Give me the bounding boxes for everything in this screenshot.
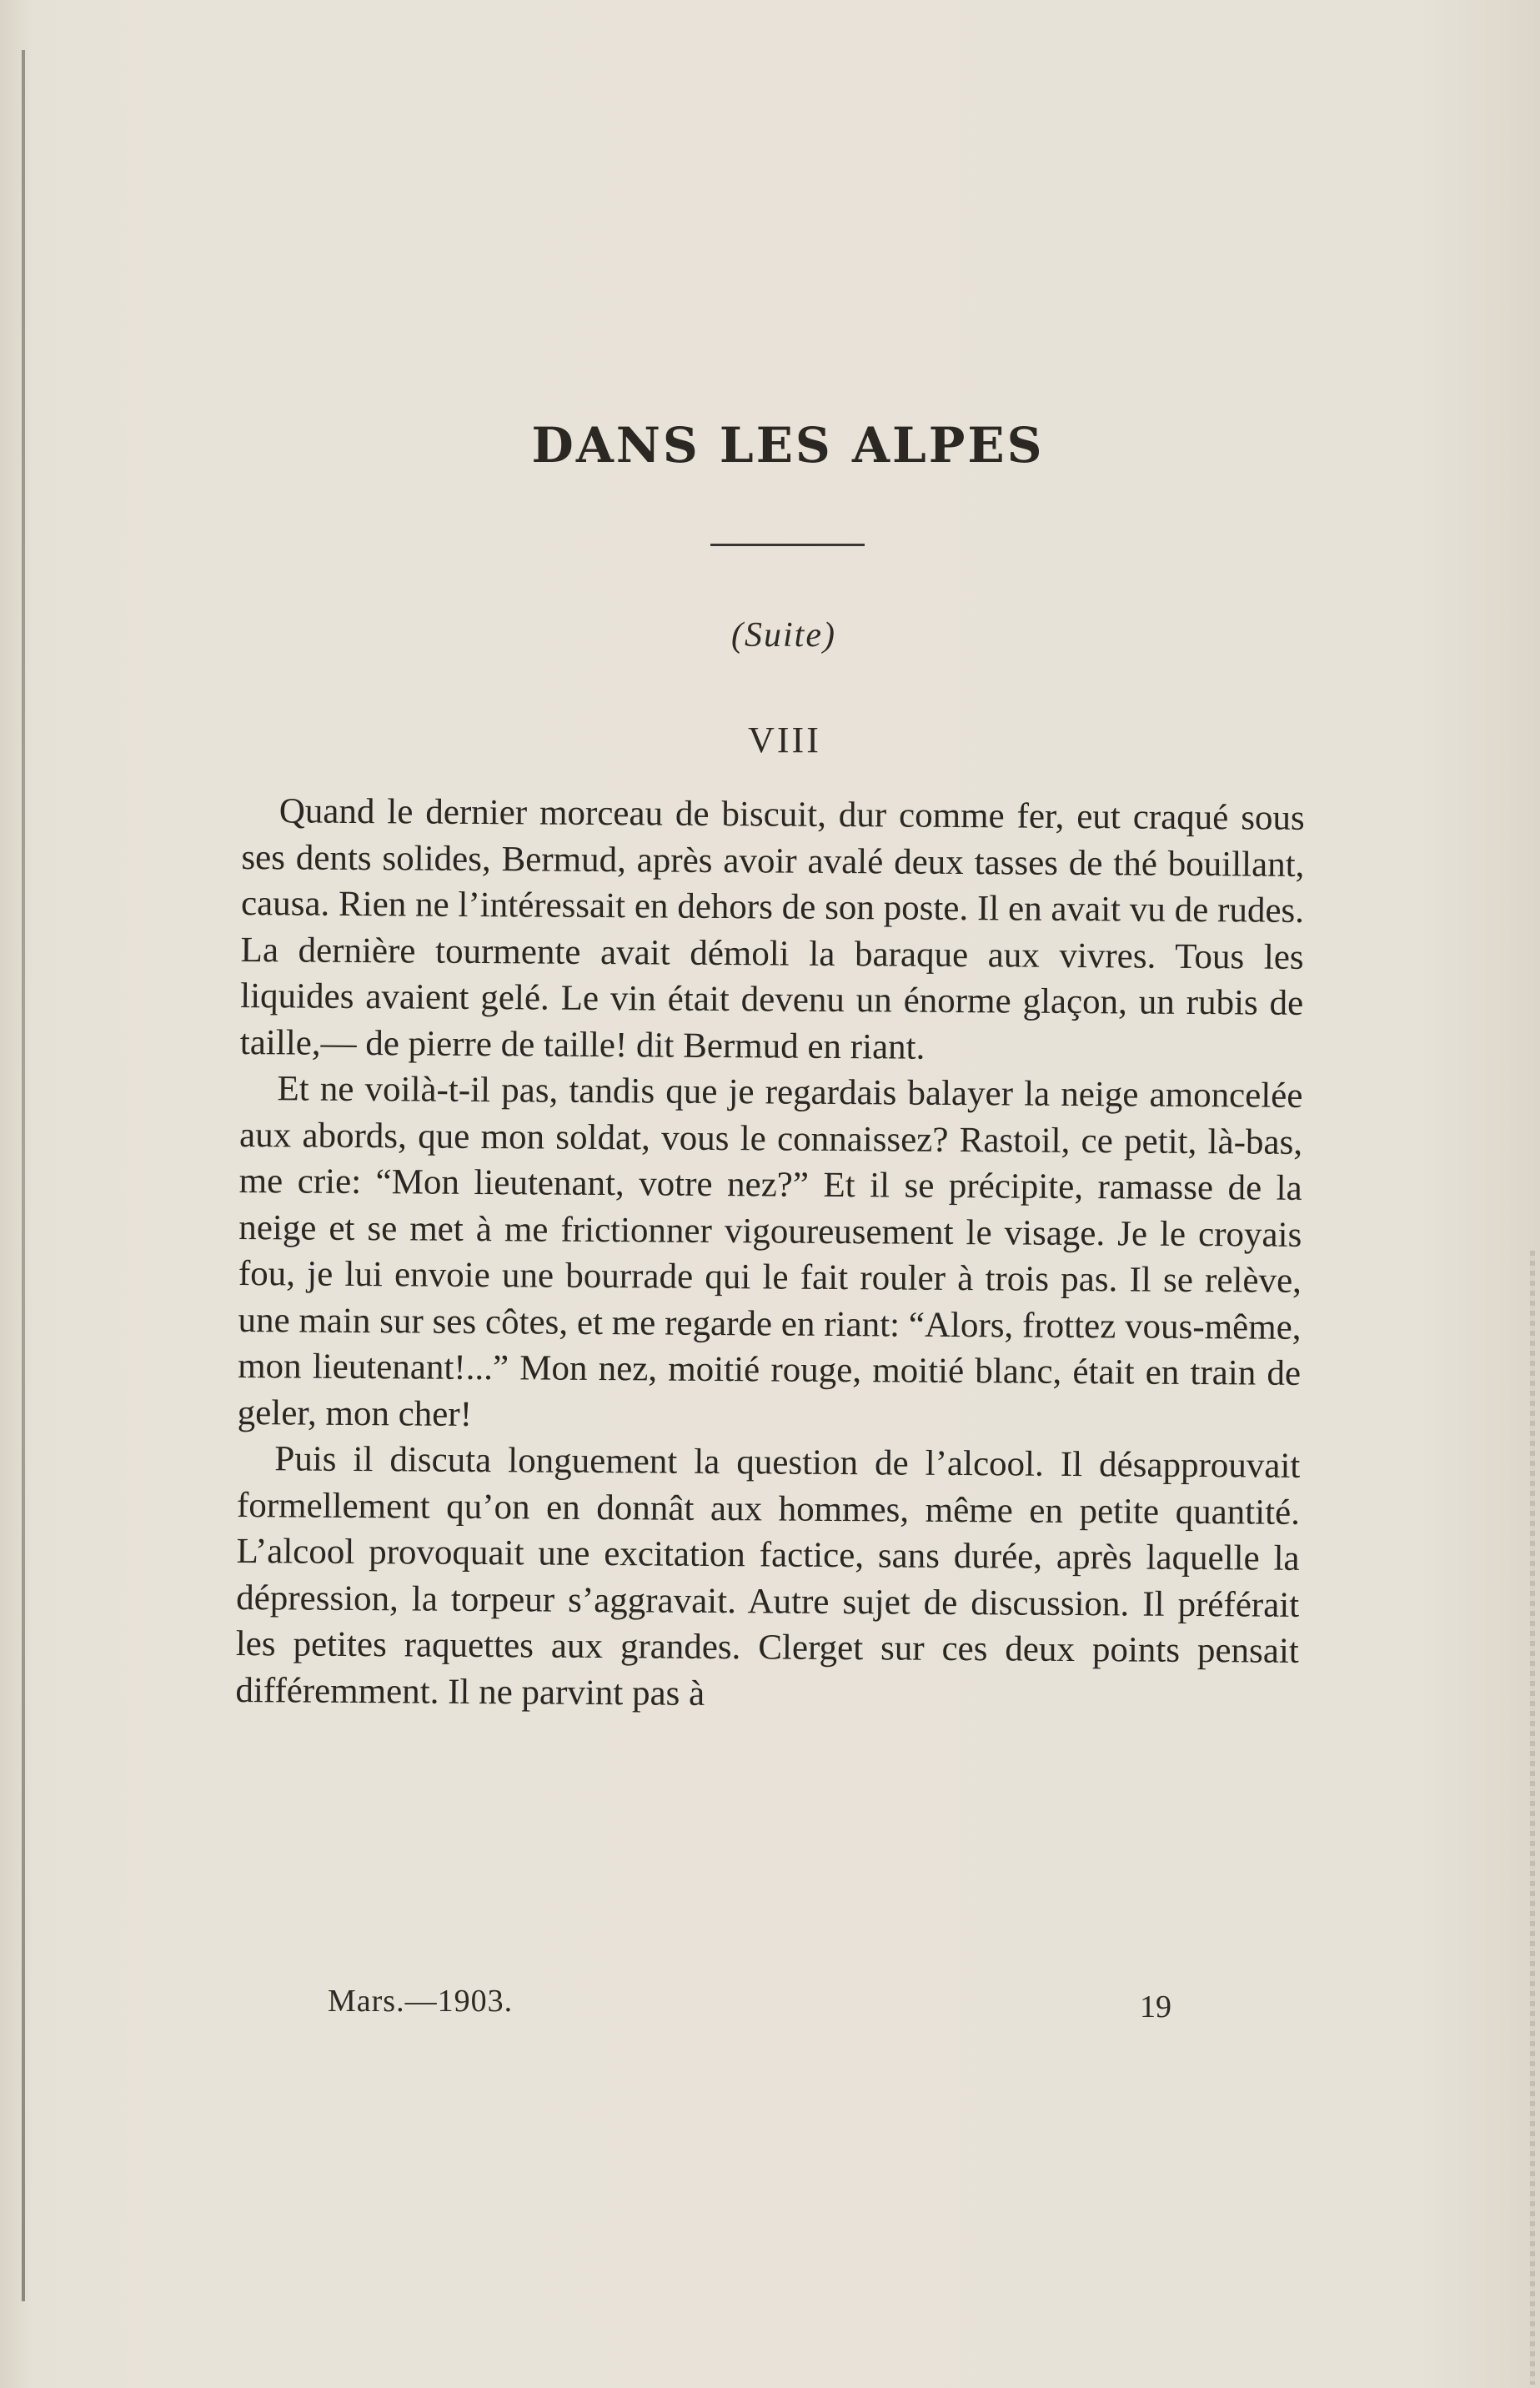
footer-date: Mars.—1903. [328,1984,514,2019]
paragraph: Puis il discuta longuement la question de l’alcool. Il désapprouvait formellement qu’on en donnât aux hommes, même en petite quantité. L’alcool provoquait une excitation factice, sans durée, après laquelle la dépression, la torpeur s’aggravait. Autre sujet de discussion. Il préférait les petites raquettes aux grandes. Clerget sur ces deux points pensait différemment. Il ne parvint pas à [235,1439,1301,1713]
body-text [235,788,1305,1721]
title-rule [710,544,865,546]
paragraph: Quand le dernier morceau de biscuit, dur comme fer, eut craqué sous ses dents solides, Bermud, après avoir avalé deux tasses de thé bouillant, causa. Rien ne l’intéressait en dehors de son poste. Il en avait vu de rudes. La dernière tourmente avait démoli la baraque aux vivres. Tous les liquides avaient gelé. Le vin était devenu un énorme glaçon, un rubis de taille,— de pierre de taille! dit Bermud en riant. [239,791,1305,1067]
chapter-number: VIII [748,720,821,760]
page-title: DANS LES ALPES [531,417,1045,474]
binding-edge [22,50,25,2301]
page-number: 19 [1140,1989,1171,2024]
page-edge [1530,1251,1535,2385]
paragraph: Et ne voilà-t-il pas, tandis que je regardais balayer la neige amoncelée aux abords, que mon soldat, vous le connaissez? Rastoil, ce petit, là-bas, me crie: “Mon lieutenant, votre nez?” Et il se précipite, ramasse de la neige et se met à me frictionner vigoureusement le visage. Je le croyais fou, je lui envoie une bourrade qui le fait rouler à trois pas. Il se relève, une main sur ses côtes, et me regarde en riant: “Alors, frottez vous-même, mon lieutenant!...” Mon nez, moitié rouge, moitié blanc, était en train de geler, mon cher! [237,1069,1303,1434]
subtitle: (Suite) [731,616,836,655]
